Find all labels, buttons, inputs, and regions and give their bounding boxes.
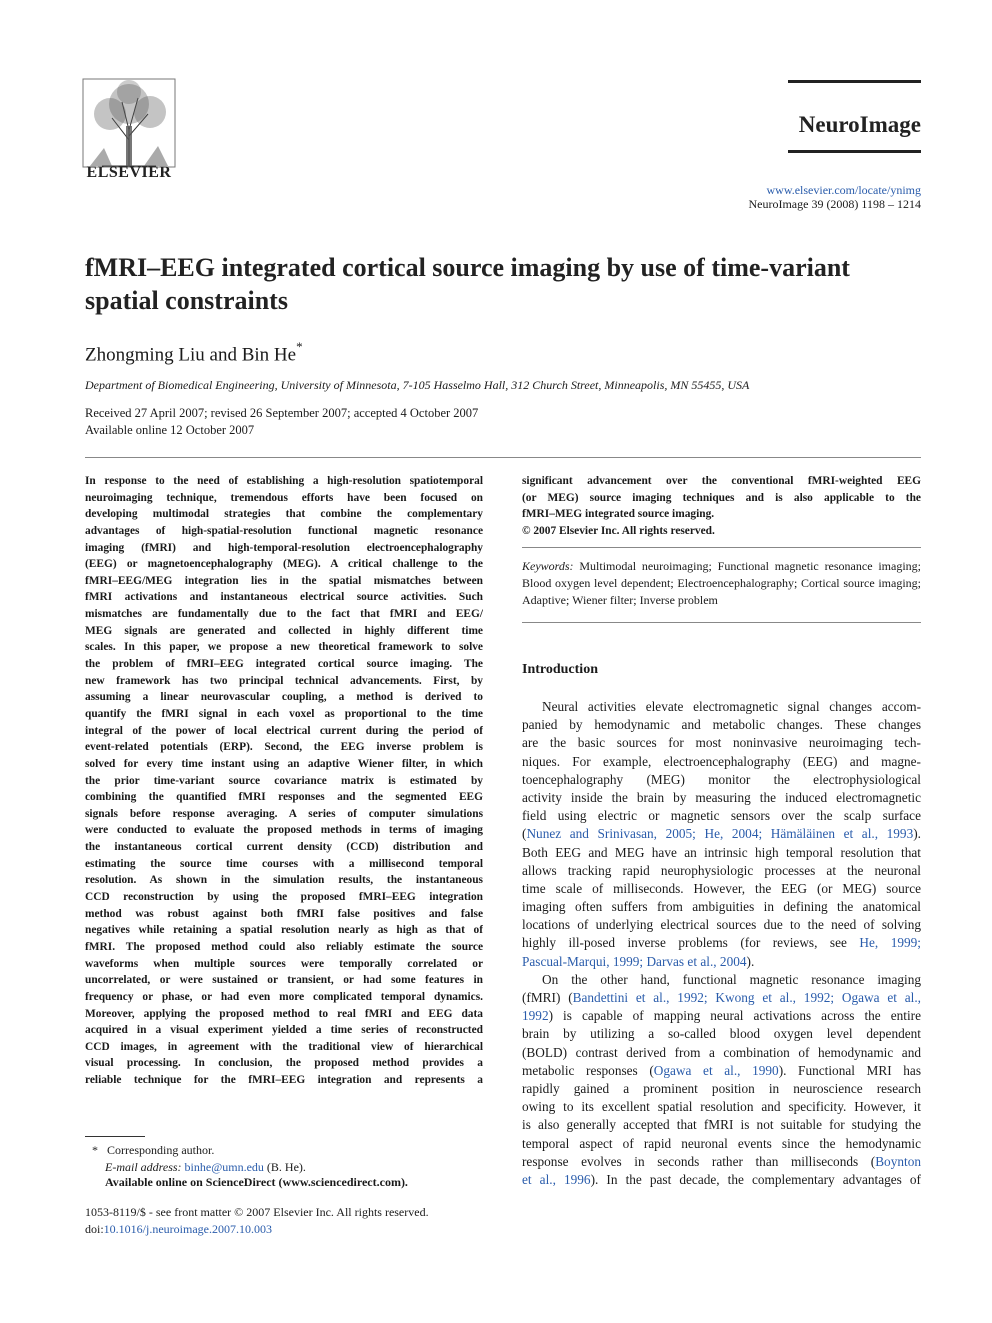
body-line [522, 844, 921, 862]
body-line [522, 1116, 921, 1134]
body-line [522, 753, 921, 771]
abstract-line: the prior time-variant source covariance matrix is estimated by [85, 774, 483, 787]
body-text-span: highly ill-posed inverse problems (for reviews, see [522, 935, 860, 951]
citation-link[interactable]: 1992 [522, 1008, 549, 1024]
body-line [522, 1153, 921, 1171]
abstract-line: (EEG) or magnetoencephalography (MEG). A critical challenge to the [85, 558, 483, 571]
abstract-line: event-related potentials (ERP). Second, the EEG inverse problem is [85, 741, 483, 754]
body-line [522, 971, 921, 989]
abstract-line: solved for every time instant using an adaptive Wiener filter, in which [85, 757, 483, 770]
journal-name: NeuroImage [798, 112, 921, 137]
body-line [522, 989, 921, 1007]
body-line [522, 916, 921, 934]
sciencedirect-note: Available online on ScienceDirect (www.sciencedirect.com). [105, 1175, 408, 1189]
body-text-span: field using electric or magnetic sensors over the scalp surface [522, 808, 921, 824]
body-text-span: ). [746, 953, 755, 969]
abstract-line: scales. In this paper, we propose a new theoretical framework to solve [85, 641, 483, 654]
publisher-name: ELSEVIER [86, 164, 172, 181]
abstract-line: assuming a linear neurovascular coupling, a method is derived to [85, 691, 483, 704]
email-link[interactable]: binhe@umn.edu [184, 1160, 264, 1174]
abstract-line: fMRI–MEG integrated source imaging. [522, 508, 715, 521]
abstract-line: CCD images, in agreement with the traditional view of hierarchical [85, 1040, 483, 1053]
introduction-body [522, 698, 921, 1189]
body-line [522, 825, 921, 843]
body-line [522, 953, 921, 971]
author-list [85, 341, 303, 366]
body-text-span: rapidly gained a prominent position in neuroscience research [522, 1080, 921, 1096]
doi-label: doi: [85, 1222, 104, 1236]
article-title [85, 251, 925, 317]
body-line [522, 1171, 921, 1189]
doi-line [85, 1221, 272, 1237]
abstract-line: CCD reconstruction by using the proposed fMRI–EEG integration [85, 891, 483, 904]
journal-rule-bottom [788, 150, 921, 153]
abstract-line: signals before response averaging. A series of computer simulations [85, 807, 483, 820]
abstract-line: advantages of high-spatial-resolution functional magnetic resonance [85, 524, 483, 537]
corresponding-author-footnote [92, 1142, 214, 1158]
body-text-span: activity inside the brain by measuring the induced electromagnetic [522, 789, 921, 805]
body-line [522, 734, 921, 752]
abstract-line: In response to the need of establishing a high-resolution spatiotemporal [85, 475, 483, 487]
email-label: E-mail address: [105, 1160, 182, 1174]
body-line [522, 880, 921, 898]
body-text-span: Both EEG and MEG have an intrinsic high temporal resolution that [522, 844, 921, 860]
keywords-divider [522, 622, 921, 623]
email-footnote [105, 1159, 306, 1175]
body-text-span: ). In the past decade, the complementary advantages of [590, 1171, 921, 1187]
abstract-line: (or MEG) source imaging techniques and is also applicable to the [522, 491, 921, 504]
footnote-rule [85, 1136, 145, 1137]
abstract-line: combining the quantified fMRI responses and the segmented EEG [85, 791, 483, 804]
abstract-line: fMRI activations and instantaneous electrical source activities. Such [85, 591, 483, 604]
citation-link[interactable]: Bandettini et al., 1992; Kwong et al., 1992; Ogawa et al., [572, 990, 921, 1005]
body-line [522, 771, 921, 789]
body-line [522, 807, 921, 825]
abstract-line: developing multimodal strategies that combine the complementary [85, 508, 483, 521]
abstract-line: negatives while retaining a spatial resolution nearly as high as that of [85, 924, 483, 937]
abstract-line: the problem of fMRI–EEG integrated cortical source imaging. The [85, 658, 483, 671]
abstract-line: were conducted to evaluate the proposed methods in terms of imaging [85, 824, 483, 837]
citation-link[interactable]: Boynton [875, 1153, 921, 1169]
abstract-line: waveforms when multiple sources were temporally correlated or [85, 957, 483, 970]
received-dates: Received 27 April 2007; revised 26 September 2007; accepted 4 October 2007 [85, 406, 479, 420]
elsevier-tree-icon [82, 78, 176, 168]
body-text-span: metabolic responses ( [522, 1062, 654, 1078]
body-line [522, 1044, 921, 1062]
body-text-span: owing to its excellent spatial resolution and specificity. However, it [522, 1099, 921, 1115]
citation-link[interactable]: et al., 1996 [522, 1171, 591, 1187]
elsevier-logo [82, 78, 176, 182]
journal-url[interactable]: www.elsevier.com/locate/ynimg [766, 183, 921, 197]
abstract-right-column [522, 473, 921, 523]
abstract-line: new framework has two principal technical advancements. First, by [85, 674, 483, 687]
abstract-line: significant advancement over the conventional fMRI-weighted EEG [522, 475, 921, 487]
body-text-span: brain by utilizing a so-called blood oxygen level dependent [522, 1026, 921, 1042]
email-suffix: (B. He). [266, 1160, 306, 1174]
body-text-span: allows tracking rapid neurophysiologic processes at the neuronal [522, 862, 921, 878]
abstract-line: resolution. As shown in the simulation results, the instantaneous [85, 874, 483, 887]
abstract-line: integral of the power of local electrical current during the period of [85, 724, 483, 737]
body-text-span: On the other hand, functional magnetic resonance imaging [542, 971, 921, 987]
journal-citation: NeuroImage 39 (2008) 1198 – 1214 [748, 197, 921, 211]
abstract-line: imaging (fMRI) and high-temporal-resolution electroencephalography [85, 541, 483, 554]
abstract-line: fMRI–EEG/MEG integration lies in the spatial mismatches between [85, 574, 483, 587]
body-text-span: is also generally accepted that fMRI is not suitable for studying the [522, 1117, 921, 1133]
footnote-mark: * [92, 1143, 98, 1157]
footnote-corresponding: Corresponding author. [107, 1143, 215, 1157]
abstract-line: frequency or phase, or had even more complicated temporal dynamics. [85, 990, 483, 1003]
issn-line: 1053-8119/$ - see front matter © 2007 Elsevier Inc. All rights reserved. [85, 1205, 429, 1219]
body-line [522, 862, 921, 880]
abstract-line: mismatches are fundamentally due to the fact that fMRI and EEG/ [85, 608, 483, 621]
body-line [522, 1135, 921, 1153]
body-text-span: ). [913, 826, 921, 842]
body-line [522, 934, 921, 952]
title-line-1: fMRI–EEG integrated cortical source imaging by use of time-variant [85, 253, 850, 282]
body-text-span: are the basic sources for most noninvasive neuroimaging tech- [522, 735, 921, 751]
author-names: Zhongming Liu and Bin He [85, 344, 297, 366]
body-line [522, 1080, 921, 1098]
abstract-line: estimating the source time courses with a millisecond temporal [85, 857, 483, 870]
abstract-line: Moreover, applying the proposed method to real fMRI and EEG data [85, 1007, 483, 1020]
affiliation: Department of Biomedical Engineering, University of Minnesota, 7-105 Hasselmo Hall, 312 Church Street, Minneapolis, MN 55455, USA [85, 378, 750, 392]
available-online-date: Available online 12 October 2007 [85, 423, 255, 437]
title-line-2: spatial constraints [85, 286, 288, 315]
body-text-span: response evolves in seconds rather than milliseconds ( [522, 1153, 876, 1169]
body-text-span: locations of underlying electrical sources due to the need of solving [522, 917, 921, 933]
citation-link[interactable]: Pascual-Marqui, 1999; Darvas et al., 2004 [522, 953, 747, 969]
header-divider [85, 457, 921, 458]
body-text-span: time scale of milliseconds. However, the EEG (or MEG) source [522, 880, 921, 896]
body-text-span: (fMRI) ( [522, 990, 573, 1005]
abstract-line: fMRI. The proposed method could also reliably estimate the source [85, 940, 483, 953]
abstract-line: MEG signals are generated and collected in highly different time [85, 624, 483, 637]
abstract-line: method was robust against both fMRI false positives and false [85, 907, 483, 920]
citation-link[interactable]: Ogawa et al., 1990 [653, 1062, 779, 1078]
body-line [522, 716, 921, 734]
body-text-span: temporal aspect of rapid neuronal events since the hemodynamic [522, 1135, 921, 1151]
body-line [522, 1098, 921, 1116]
body-text-span: imaging often suffers from ambiguities in defining the anatomical [522, 899, 921, 915]
keywords-text: Multimodal neuroimaging; Functional magnetic resonance imaging; Blood oxygen level dependent; Electroencephalography; Cortical source imaging; Adaptive; Wiener filter; Inverse problem [522, 559, 922, 607]
body-text-span: (BOLD) contrast derived from a combination of hemodynamic and [522, 1044, 921, 1060]
corresponding-author-mark[interactable]: * [296, 339, 303, 354]
body-line [522, 789, 921, 807]
journal-rule-top [788, 80, 921, 83]
keywords [522, 558, 921, 609]
keywords-label: Keywords: [522, 559, 574, 573]
abstract-line: the instantaneous cortical current density (CCD) distribution and [85, 841, 483, 854]
abstract-line: reliable technique for the fMRI–EEG integration and represents a [85, 1074, 483, 1087]
abstract-line: uncorrelated, or were sustained or transient, or had some features in [85, 974, 483, 987]
body-text-span: Neural activities elevate electromagnetic signal changes accom- [542, 699, 921, 714]
abstract-line: acquired in a visual experiment yielded a time series of reconstructed [85, 1024, 483, 1037]
body-text-span: ( [522, 826, 527, 842]
citation-link[interactable]: Nunez and Srinivasan, 2005; He, 2004; Hämäläinen et al., 1993 [526, 826, 914, 842]
body-line [522, 1025, 921, 1043]
citation-link[interactable]: He, 1999; [859, 935, 921, 951]
body-line [522, 698, 921, 716]
abstract-line: quantify the fMRI signal in each voxel as proportional to the time [85, 707, 483, 720]
section-heading-introduction: Introduction [522, 662, 598, 677]
body-text-span: toencephalography (MEG) monitor the electrophysiological [522, 771, 921, 787]
body-text-span: niques. For example, electroencephalography (EEG) and magne- [522, 753, 921, 769]
abstract-line: neuroimaging technique, tremendous efforts have been focused on [85, 491, 483, 504]
body-line [522, 1007, 921, 1025]
abstract-divider [522, 547, 921, 548]
doi-link[interactable]: 10.1016/j.neuroimage.2007.10.003 [103, 1222, 272, 1236]
body-text-span: ). Functional MRI has [778, 1062, 921, 1078]
abstract-left-column [85, 473, 483, 1089]
body-line [522, 1062, 921, 1080]
body-text-span: panied by hemodynamic and metabolic changes. These changes [522, 717, 921, 733]
body-text-span: ) is capable of mapping neural activations across the entire [548, 1008, 921, 1024]
body-line [522, 898, 921, 916]
copyright-notice: © 2007 Elsevier Inc. All rights reserved. [522, 525, 715, 537]
abstract-line: visual processing. In conclusion, the proposed method provides a [85, 1057, 483, 1070]
